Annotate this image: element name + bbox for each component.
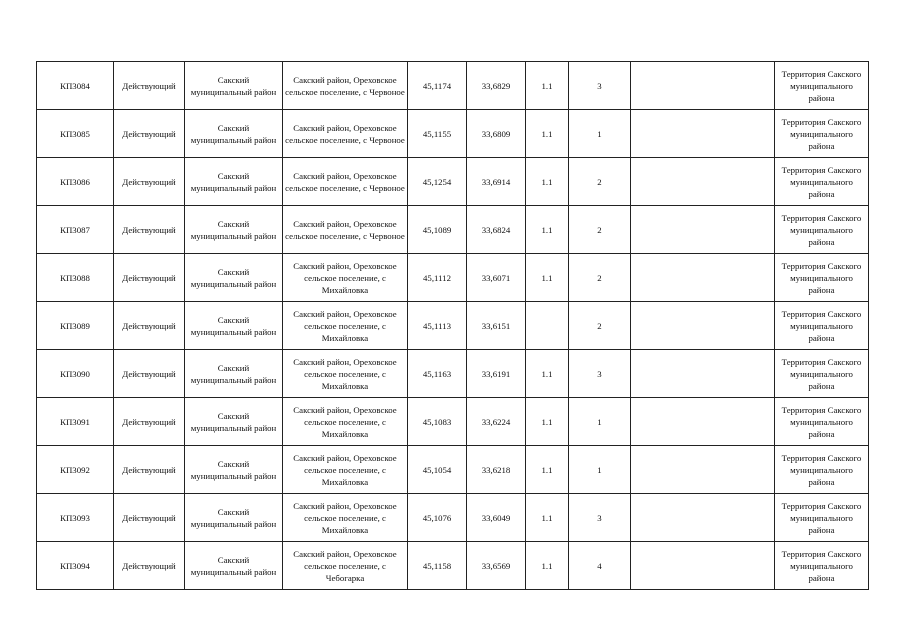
longitude-cell: 33,6151	[467, 302, 526, 350]
category-cell: 1.1	[526, 446, 569, 494]
table-row	[37, 62, 869, 110]
municipality-cell: Сакский муниципальный район	[185, 350, 283, 398]
latitude-cell: 45,1083	[408, 398, 467, 446]
municipality-cell: Сакский муниципальный район	[185, 254, 283, 302]
latitude-cell: 45,1158	[408, 542, 467, 590]
note-cell	[631, 446, 775, 494]
longitude-cell: 33,6809	[467, 110, 526, 158]
category-cell: 1.1	[526, 494, 569, 542]
address-cell: Сакский район, Ореховское сельское поселение, с Чебогарка	[283, 542, 408, 590]
municipality-cell: Сакский муниципальный район	[185, 398, 283, 446]
table-row	[37, 254, 869, 302]
longitude-cell: 33,6569	[467, 542, 526, 590]
count-cell: 1	[569, 110, 631, 158]
longitude-cell: 33,6829	[467, 62, 526, 110]
latitude-cell: 45,1254	[408, 158, 467, 206]
table-row	[37, 446, 869, 494]
latitude-cell: 45,1174	[408, 62, 467, 110]
category-cell: 1.1	[526, 542, 569, 590]
municipality-cell: Сакский муниципальный район	[185, 110, 283, 158]
status-cell: Действующий	[114, 110, 185, 158]
municipality-cell: Сакский муниципальный район	[185, 302, 283, 350]
note-cell	[631, 350, 775, 398]
count-cell: 2	[569, 158, 631, 206]
status-cell: Действующий	[114, 398, 185, 446]
code-cell: КП3094	[37, 542, 114, 590]
code-cell: КП3088	[37, 254, 114, 302]
table-row	[37, 350, 869, 398]
code-cell: КП3087	[37, 206, 114, 254]
latitude-cell: 45,1112	[408, 254, 467, 302]
status-cell: Действующий	[114, 446, 185, 494]
count-cell: 2	[569, 302, 631, 350]
note-cell	[631, 158, 775, 206]
code-cell: КП3085	[37, 110, 114, 158]
territory-cell: Территория Сакского муниципального района	[775, 110, 869, 158]
note-cell	[631, 62, 775, 110]
count-cell: 2	[569, 206, 631, 254]
table-row	[37, 110, 869, 158]
category-cell	[526, 302, 569, 350]
address-cell: Сакский район, Ореховское сельское поселение, с Михайловка	[283, 494, 408, 542]
code-cell: КП3090	[37, 350, 114, 398]
municipality-cell: Сакский муниципальный район	[185, 62, 283, 110]
territory-cell: Территория Сакского муниципального района	[775, 446, 869, 494]
status-cell: Действующий	[114, 350, 185, 398]
longitude-cell: 33,6049	[467, 494, 526, 542]
municipality-cell: Сакский муниципальный район	[185, 158, 283, 206]
code-cell: КП3084	[37, 62, 114, 110]
note-cell	[631, 302, 775, 350]
latitude-cell: 45,1089	[408, 206, 467, 254]
longitude-cell: 33,6191	[467, 350, 526, 398]
note-cell	[631, 254, 775, 302]
table-row	[37, 494, 869, 542]
status-cell: Действующий	[114, 494, 185, 542]
category-cell: 1.1	[526, 350, 569, 398]
status-cell: Действующий	[114, 62, 185, 110]
longitude-cell: 33,6071	[467, 254, 526, 302]
code-cell: КП3093	[37, 494, 114, 542]
latitude-cell: 45,1054	[408, 446, 467, 494]
territory-cell: Территория Сакского муниципального района	[775, 542, 869, 590]
territory-cell: Территория Сакского муниципального района	[775, 302, 869, 350]
note-cell	[631, 398, 775, 446]
status-cell: Действующий	[114, 302, 185, 350]
note-cell	[631, 206, 775, 254]
latitude-cell: 45,1155	[408, 110, 467, 158]
address-cell: Сакский район, Ореховское сельское поселение, с Червоное	[283, 62, 408, 110]
status-cell: Действующий	[114, 206, 185, 254]
category-cell: 1.1	[526, 206, 569, 254]
municipality-cell: Сакский муниципальный район	[185, 542, 283, 590]
address-cell: Сакский район, Ореховское сельское поселение, с Михайловка	[283, 350, 408, 398]
territory-cell: Территория Сакского муниципального района	[775, 62, 869, 110]
category-cell: 1.1	[526, 62, 569, 110]
municipality-cell: Сакский муниципальный район	[185, 206, 283, 254]
longitude-cell: 33,6224	[467, 398, 526, 446]
count-cell: 1	[569, 398, 631, 446]
table-row	[37, 302, 869, 350]
category-cell: 1.1	[526, 254, 569, 302]
latitude-cell: 45,1163	[408, 350, 467, 398]
count-cell: 4	[569, 542, 631, 590]
status-cell: Действующий	[114, 542, 185, 590]
code-cell: КП3091	[37, 398, 114, 446]
address-cell: Сакский район, Ореховское сельское поселение, с Михайловка	[283, 446, 408, 494]
longitude-cell: 33,6824	[467, 206, 526, 254]
count-cell: 3	[569, 350, 631, 398]
category-cell: 1.1	[526, 398, 569, 446]
table-row	[37, 542, 869, 590]
code-cell: КП3089	[37, 302, 114, 350]
table-row	[37, 158, 869, 206]
code-cell: КП3086	[37, 158, 114, 206]
note-cell	[631, 494, 775, 542]
territory-cell: Территория Сакского муниципального района	[775, 254, 869, 302]
municipality-cell: Сакский муниципальный район	[185, 494, 283, 542]
code-cell: КП3092	[37, 446, 114, 494]
territory-cell: Территория Сакского муниципального района	[775, 398, 869, 446]
longitude-cell: 33,6218	[467, 446, 526, 494]
count-cell: 3	[569, 494, 631, 542]
territory-cell: Территория Сакского муниципального района	[775, 494, 869, 542]
municipality-cell: Сакский муниципальный район	[185, 446, 283, 494]
address-cell: Сакский район, Ореховское сельское поселение, с Червоное	[283, 158, 408, 206]
count-cell: 3	[569, 62, 631, 110]
table-row	[37, 398, 869, 446]
latitude-cell: 45,1076	[408, 494, 467, 542]
status-cell: Действующий	[114, 158, 185, 206]
category-cell: 1.1	[526, 158, 569, 206]
collection-points-table	[36, 61, 869, 590]
address-cell: Сакский район, Ореховское сельское поселение, с Червоное	[283, 206, 408, 254]
note-cell	[631, 542, 775, 590]
address-cell: Сакский район, Ореховское сельское поселение, с Михайловка	[283, 302, 408, 350]
category-cell: 1.1	[526, 110, 569, 158]
address-cell: Сакский район, Ореховское сельское поселение, с Червоное	[283, 110, 408, 158]
count-cell: 2	[569, 254, 631, 302]
status-cell: Действующий	[114, 254, 185, 302]
territory-cell: Территория Сакского муниципального района	[775, 158, 869, 206]
territory-cell: Территория Сакского муниципального района	[775, 350, 869, 398]
territory-cell: Территория Сакского муниципального района	[775, 206, 869, 254]
address-cell: Сакский район, Ореховское сельское поселение, с Михайловка	[283, 254, 408, 302]
table-body	[37, 62, 869, 590]
address-cell: Сакский район, Ореховское сельское поселение, с Михайловка	[283, 398, 408, 446]
note-cell	[631, 110, 775, 158]
latitude-cell: 45,1113	[408, 302, 467, 350]
table-row	[37, 206, 869, 254]
longitude-cell: 33,6914	[467, 158, 526, 206]
count-cell: 1	[569, 446, 631, 494]
